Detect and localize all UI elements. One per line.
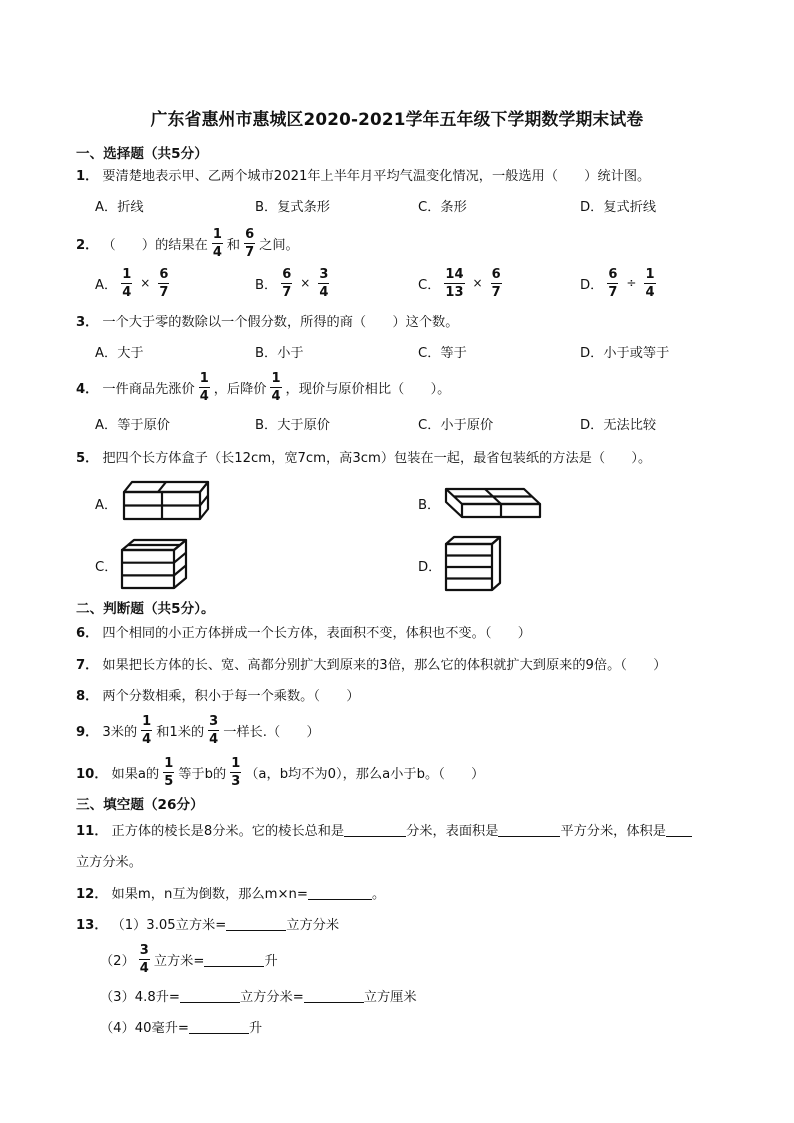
question-9 — [76, 713, 320, 747]
q4-option-d: D．无法比较 — [580, 417, 657, 433]
fraction: $\frac{3}{4}$ — [209, 713, 219, 747]
question-text: 如果a的 — [111, 766, 160, 782]
answer-blank[interactable] — [344, 822, 406, 837]
question-text: 四个相同的小正方体拼成一个长方体，表面积不变，体积也不变。（ ） — [102, 625, 531, 641]
question-text: ，后降价 — [213, 381, 267, 397]
question-text: ，现价与原价相比（ ）。 — [285, 381, 451, 397]
question-text: 和1米的 — [156, 724, 205, 740]
question-text: 立方厘米 — [363, 989, 417, 1005]
answer-blank[interactable] — [308, 885, 372, 900]
q5-option-b-box-figure — [442, 484, 546, 522]
question-number: 5． — [76, 450, 99, 466]
q3-option-c: C．等于 — [418, 345, 467, 361]
question-number: 6． — [76, 625, 99, 641]
q4-option-c: C．小于原价 — [418, 417, 494, 433]
answer-blank[interactable] — [666, 822, 692, 837]
question-text: 立方米= — [153, 953, 205, 969]
question-number: 11． — [76, 823, 108, 839]
answer-blank[interactable] — [180, 988, 240, 1003]
question-text: 。 — [371, 886, 386, 902]
question-text: 正方体的棱长是8分米。它的棱长总和是 — [111, 823, 345, 839]
q4-option-a: A．等于原价 — [95, 417, 170, 433]
question-text: （a，b均不为0），那么a小于b。（ ） — [245, 766, 485, 782]
question-text: （1）3.05立方米= — [111, 917, 227, 933]
question-12 — [76, 881, 385, 903]
q2-option-a: A． $\frac{1}{4}$ × $\frac{6}{7}$ — [95, 266, 169, 300]
question-3 — [76, 309, 458, 331]
q5-option-c-box-figure — [118, 536, 190, 592]
q5-option-c-label: C． — [95, 560, 118, 575]
question-11-continued: 立方分米。 — [76, 854, 142, 870]
q3-option-a: A．大于 — [95, 345, 144, 361]
question-text: 之间。 — [259, 237, 299, 253]
q1-option-b: B．复式条形 — [255, 199, 330, 215]
question-number: 4． — [76, 381, 99, 397]
q5-option-a-box-figure — [120, 478, 212, 524]
question-number: 2． — [76, 237, 99, 253]
question-text: 3米的 — [102, 724, 138, 740]
q2-option-d: D． $\frac{6}{7}$ ÷ $\frac{1}{4}$ — [580, 266, 655, 300]
question-text: 要清楚地表示甲、乙两个城市2021年上半年月平均气温变化情况，一般选用（ ）统计图。 — [102, 168, 651, 184]
q1-option-d: D．复式折线 — [580, 199, 657, 215]
question-2 — [76, 228, 299, 258]
q3-option-d: D．小于或等于 — [580, 345, 670, 361]
question-text: （4）40毫升= — [100, 1020, 189, 1036]
question-text: 平方分米，体积是 — [560, 823, 666, 839]
answer-blank[interactable] — [226, 916, 286, 931]
q2-option-c: C． $\frac{14}{13}$ × $\frac{6}{7}$ — [418, 266, 501, 300]
answer-blank[interactable] — [498, 822, 560, 837]
section-heading-choice: 一、选择题（共5分） — [76, 146, 208, 162]
question-number: 3． — [76, 314, 99, 330]
q5-option-d-box-figure — [442, 534, 504, 594]
section-heading-judge: 二、判断题（共5分）。 — [76, 601, 215, 617]
question-6 — [76, 620, 531, 642]
q1-option-a: A．折线 — [95, 199, 144, 215]
question-text: 如果m，n互为倒数，那么m×n= — [111, 886, 308, 902]
question-text: 两个分数相乘，积小于每一个乘数。（ ） — [102, 688, 360, 704]
question-number: 10． — [76, 766, 108, 782]
question-4 — [76, 372, 450, 402]
question-text: 升 — [248, 1020, 263, 1036]
question-10 — [76, 755, 484, 789]
fraction: $\frac{1}{4}$ — [199, 370, 209, 404]
question-text: 如果把长方体的长、宽、高都分别扩大到原来的3倍，那么它的体积就扩大到原来的9倍。（ ） — [102, 657, 667, 673]
question-text: 一样长.（ ） — [223, 724, 320, 740]
fraction: $\frac{1}{4}$ — [142, 713, 152, 747]
question-text: 和 — [226, 237, 241, 253]
question-text: （ ）的结果在 — [102, 237, 208, 253]
q4-option-b: B．大于原价 — [255, 417, 330, 433]
question-text: 立方分米 — [286, 917, 340, 933]
q5-option-b-label: B． — [418, 498, 441, 513]
question-11 — [76, 818, 692, 840]
question-text: 立方分米= — [239, 989, 304, 1005]
question-text: 一个大于零的数除以一个假分数，所得的商（ ）这个数。 — [102, 314, 459, 330]
fraction: $\frac{3}{4}$ — [139, 942, 149, 976]
fraction: $\frac{1}{3}$ — [231, 755, 241, 789]
fraction: $\frac{1}{4}$ — [212, 226, 222, 260]
answer-blank[interactable] — [304, 988, 364, 1003]
question-number: 13． — [76, 917, 108, 933]
fraction: $\frac{1}{4}$ — [271, 370, 281, 404]
page-title: 广东省惠州市惠城区2020-2021学年五年级下学期数学期末试卷 — [150, 109, 644, 129]
question-number: 7． — [76, 657, 99, 673]
question-number: 8． — [76, 688, 99, 704]
q2-option-b: B． $\frac{6}{7}$ × $\frac{3}{4}$ — [255, 266, 329, 300]
question-5 — [76, 445, 651, 467]
fraction: $\frac{1}{5}$ — [164, 755, 174, 789]
question-number: 12． — [76, 886, 108, 902]
answer-blank[interactable] — [189, 1019, 249, 1034]
answer-blank[interactable] — [204, 952, 264, 967]
question-number: 1． — [76, 168, 99, 184]
section-heading-fill: 三、填空题（26分） — [76, 797, 204, 813]
question-text: 升 — [264, 953, 278, 969]
question-7 — [76, 652, 666, 674]
q5-option-d-label: D． — [418, 560, 442, 575]
question-text: 分米，表面积是 — [406, 823, 499, 839]
question-text: 把四个长方体盒子（长12cm，宽7cm，高3cm）包装在一起，最省包装纸的方法是（ ）。 — [102, 450, 652, 466]
question-text: （3）4.8升= — [100, 989, 180, 1005]
question-8 — [76, 683, 360, 705]
question-13-part-2 — [100, 942, 278, 976]
fraction: $\frac{6}{7}$ — [245, 226, 255, 260]
question-number: 9． — [76, 724, 99, 740]
q1-option-c: C．条形 — [418, 199, 467, 215]
question-text: 等于b的 — [178, 766, 227, 782]
q3-option-b: B．小于 — [255, 345, 304, 361]
question-13 — [76, 912, 339, 934]
question-13-part-3 — [100, 984, 417, 1006]
question-text: 一件商品先涨价 — [102, 381, 195, 397]
question-1 — [76, 163, 650, 185]
question-13-part-4 — [100, 1015, 262, 1037]
question-text: （2） — [100, 953, 135, 969]
q5-option-a-label: A． — [95, 498, 118, 513]
